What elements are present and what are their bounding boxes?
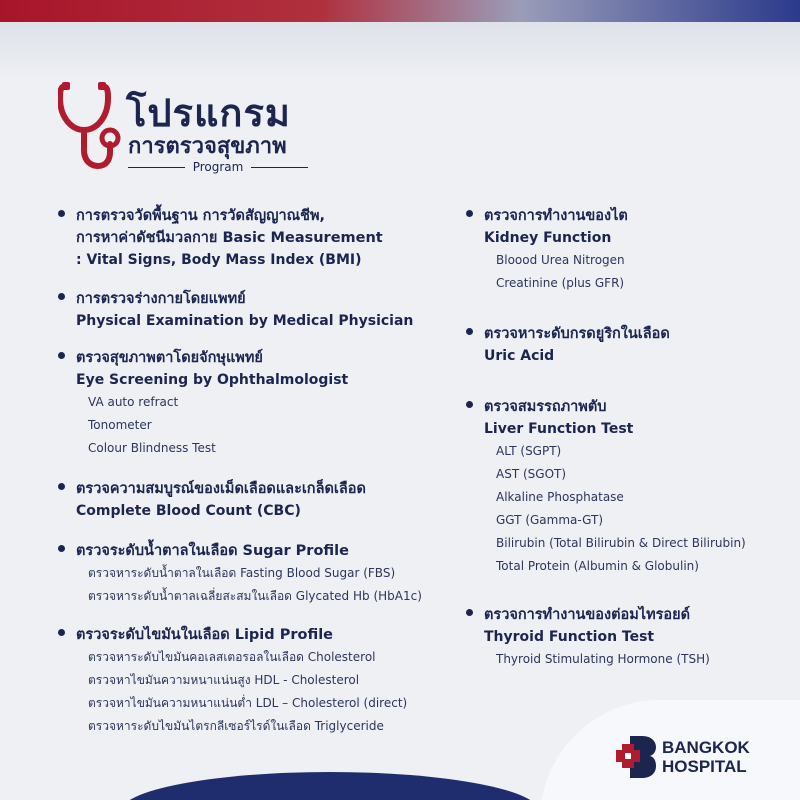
section-title-th-2: การหาค่าดัชนีมวลกาย Basic Measurement (76, 230, 383, 246)
list-item: ตรวจหาระดับน้ำตาลเฉลี่ยสะสมในเลือด Glycated Hb (HbA1c) (88, 589, 422, 603)
list-item: Alkaline Phosphatase (496, 490, 624, 504)
bangkok-hospital-logo-icon (616, 736, 656, 778)
list-item: ALT (SGPT) (496, 444, 562, 458)
list-item: Bilirubin (Total Bilirubin & Direct Bilirubin) (496, 536, 746, 550)
list-item: ตรวจหาไขมันความหนาแน่นสูง HDL - Cholesterol (88, 673, 360, 687)
stethoscope-icon (58, 80, 126, 172)
bullet (58, 483, 65, 490)
section-title-th: ตรวจการทำงานของต่อมไทรอยด์ (484, 607, 691, 623)
list-item: Colour Blindness Test (88, 441, 216, 455)
section-kidney-function (484, 205, 628, 295)
bullet (466, 328, 473, 335)
program-text: Program (192, 160, 244, 174)
section-title-en: Liver Function Test (484, 421, 634, 437)
list-item: ตรวจหาระดับไขมันคอเลสเตอรอลในเลือด Cholesterol (88, 650, 376, 664)
section-sugar-profile (76, 540, 422, 608)
section-title-th: การตรวจร่างกายโดยแพทย์ (76, 291, 246, 307)
list-item: VA auto refract (88, 395, 179, 409)
section-title-en: Complete Blood Count (CBC) (76, 503, 301, 519)
section-title-th: ตรวจระดับน้ำตาลในเลือด Sugar Profile (76, 543, 349, 559)
section-title-en: Uric Acid (484, 348, 555, 364)
section-title-en: Eye Screening by Ophthalmologist (76, 372, 349, 388)
bangkok-hospital-logo (616, 736, 786, 780)
program-label (128, 160, 308, 174)
bullet (466, 609, 473, 616)
list-item: Bloood Urea Nitrogen (496, 253, 625, 267)
bullet (58, 210, 65, 217)
bullet (58, 293, 65, 300)
divider (128, 167, 185, 168)
section-cbc (76, 478, 366, 522)
section-title-th: ตรวจการทำงานของไต (484, 208, 628, 224)
section-title-th: ตรวจระดับไขมันในเลือด Lipid Profile (76, 627, 333, 643)
bullet (466, 401, 473, 408)
list-item: ตรวจหาระดับไขมันไตรกลีเซอร์ไรด์ในเลือด Triglyceride (88, 719, 384, 733)
section-title-th: ตรวจสมรรถภาพตับ (484, 399, 607, 415)
list-item: Creatinine (plus GFR) (496, 276, 625, 290)
section-title-th: ตรวจหาระดับกรดยูริกในเลือด (484, 326, 670, 342)
section-title-en: : Vital Signs, Body Mass Index (BMI) (76, 252, 362, 268)
page-title: โปรแกรม (126, 91, 291, 135)
list-item: Thyroid Stimulating Hormone (TSH) (496, 652, 710, 666)
bottom-swoosh (120, 772, 540, 800)
section-eye-screening (76, 347, 348, 460)
list-item: ตรวจหาไขมันความหนาแน่นต่ำ LDL – Cholesterol (direct) (88, 696, 408, 710)
section-basic-measurement (76, 205, 383, 271)
section-liver-function (484, 396, 746, 578)
section-physical-exam (76, 288, 413, 332)
section-title-th: ตรวจความสมบูรณ์ของเม็ดเลือดและเกล็ดเลือด (76, 481, 366, 497)
logo-line-1: BANGKOK (662, 738, 750, 757)
list-item: AST (SGOT) (496, 467, 567, 481)
bullet (58, 629, 65, 636)
bullet (58, 352, 65, 359)
list-item: GGT (Gamma-GT) (496, 513, 604, 527)
header-background (0, 22, 800, 82)
list-item: ตรวจหาระดับน้ำตาลในเลือด Fasting Blood Sugar (FBS) (88, 566, 396, 580)
list-item: Tonometer (88, 418, 152, 432)
page-subtitle: การตรวจสุขภาพ (128, 134, 287, 159)
section-title-en: Kidney Function (484, 230, 612, 246)
section-title-en: Physical Examination by Medical Physician (76, 313, 414, 329)
logo-text (662, 738, 750, 776)
divider (251, 167, 308, 168)
program-header (58, 80, 318, 180)
top-gradient-bar (0, 0, 800, 22)
section-title-th: ตรวจสุขภาพตาโดยจักษุแพทย์ (76, 350, 263, 366)
section-title-en: Thyroid Function Test (484, 629, 655, 645)
section-title-th: การตรวจวัดพื้นฐาน การวัดสัญญาณชีพ, (76, 208, 326, 224)
section-lipid-profile (76, 624, 407, 738)
section-uric-acid (484, 323, 670, 367)
bullet (58, 545, 65, 552)
bullet (466, 210, 473, 217)
section-thyroid-function (484, 604, 710, 671)
logo-line-2: HOSPITAL (662, 757, 747, 776)
list-item: Total Protein (Albumin & Globulin) (496, 559, 699, 573)
